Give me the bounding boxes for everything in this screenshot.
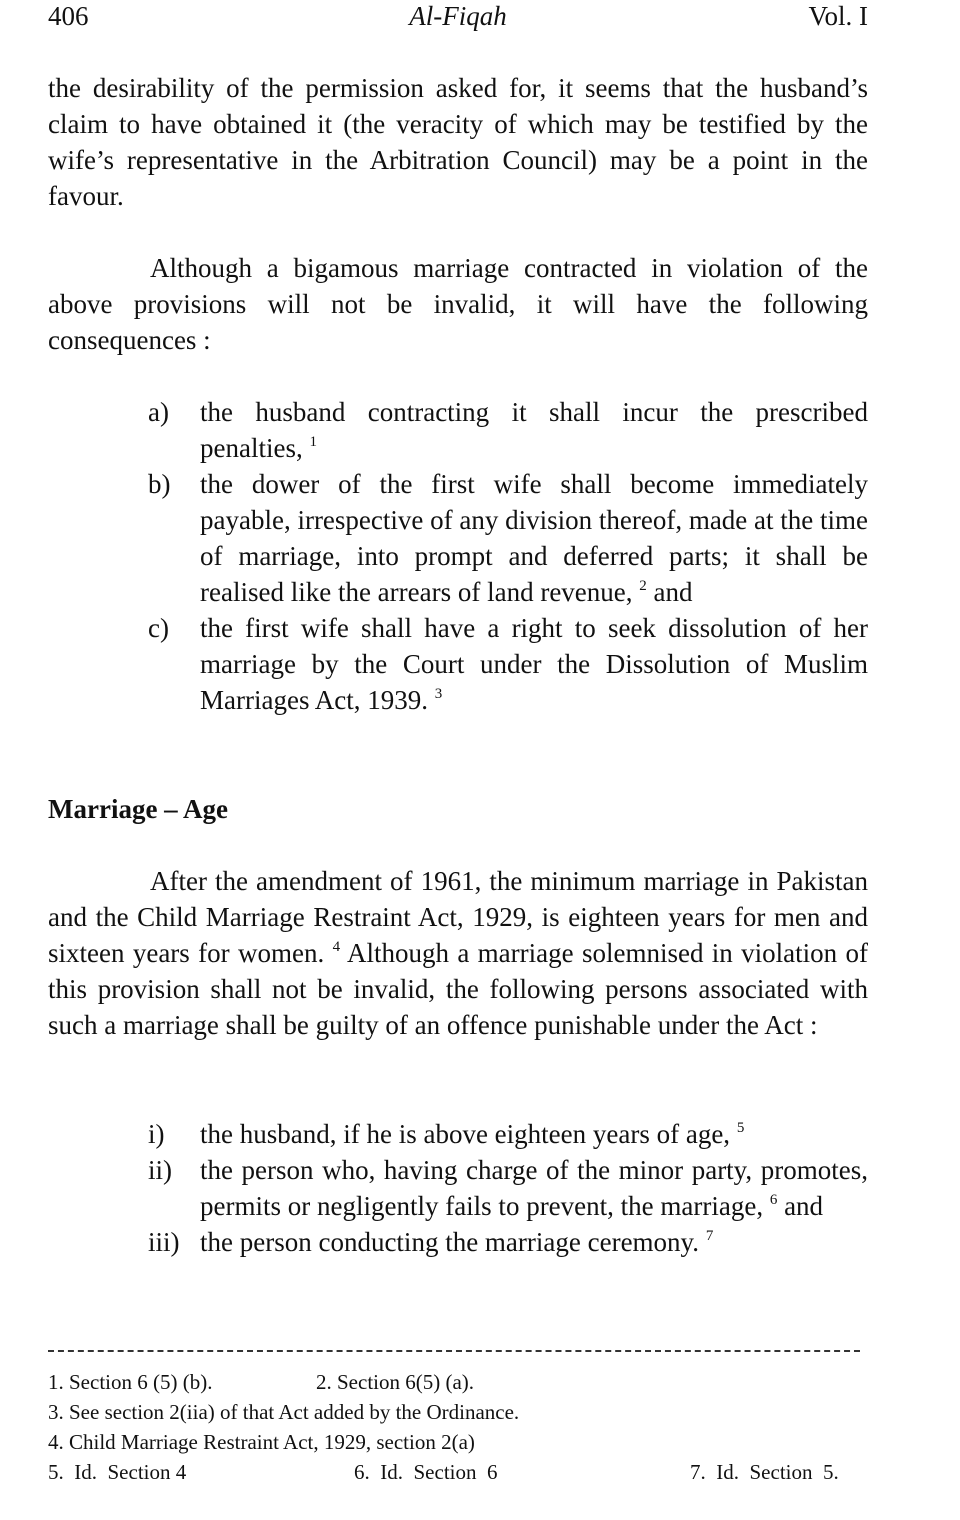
list-item-tail: and bbox=[777, 1191, 824, 1221]
paragraph-bigamous-marriage: Although a bigamous marriage contracted in violation of the above provisions will not be invalid, it will have the following consequences : bbox=[48, 253, 868, 355]
list-marker: ii) bbox=[148, 1155, 172, 1185]
footnote-1: 1. Section 6 (5) (b). bbox=[48, 1370, 213, 1394]
offenders-list bbox=[148, 1116, 868, 1260]
list-item bbox=[148, 1116, 868, 1152]
paragraph-permission: the desirability of the permission asked for, it seems that the husband’s claim to have obtained it (the veracity of which may be testified by the wife’s representative in the Arbitration Council) may be a point in the favour. bbox=[48, 73, 868, 211]
list-item-text: the first wife shall have a right to seek dissolution of her marriage by the Court under the Dissolution of Muslim Marriages Act, 1939. bbox=[200, 613, 868, 715]
list-item-text: the husband contracting it shall incur the prescribed penalties, bbox=[200, 397, 868, 463]
running-title: Al-Fiqah bbox=[409, 1, 507, 31]
running-head bbox=[48, 0, 868, 38]
list-marker: iii) bbox=[148, 1227, 180, 1257]
footnote-4: 4. Child Marriage Restraint Act, 1929, section 2(a) bbox=[48, 1430, 475, 1454]
consequences-list bbox=[148, 394, 868, 718]
list-item-text: the dower of the first wife shall become immediately payable, irrespective of any division thereof, made at the time of marriage, into prompt and deferred parts; it shall be realised like the arrears of land revenue, bbox=[200, 469, 868, 607]
footnote-3: 3. See section 2(iia) of that Act added by the Ordinance. bbox=[48, 1400, 520, 1424]
list-item-text: the husband, if he is above eighteen years of age, bbox=[200, 1119, 731, 1149]
list-marker: i) bbox=[148, 1119, 165, 1149]
section-heading: Marriage – Age bbox=[48, 794, 228, 824]
list-item bbox=[148, 1152, 868, 1224]
footnote-ref: 6 bbox=[769, 1192, 778, 1208]
list-item bbox=[148, 1224, 868, 1260]
footnote-ref: 4 bbox=[332, 939, 341, 955]
footnote-divider bbox=[48, 1350, 860, 1352]
list-item-text: the person who, having charge of the minor party, promotes, permits or negligently fails to prevent, the marriage, bbox=[200, 1155, 868, 1221]
paragraph-text: After the amendment of 1961, the minimum marriage in Pakistan and the Child Marriage Restraint Act, 1929, is eighteen years for men and sixteen years for women. bbox=[48, 866, 868, 968]
list-item-text: the person conducting the marriage ceremony. bbox=[200, 1227, 700, 1257]
footnote-2: 2. Section 6(5) (a). bbox=[316, 1370, 475, 1394]
volume-label: Vol. I bbox=[808, 1, 868, 31]
footnote-7: 7. Id. Section 5. bbox=[690, 1460, 839, 1484]
list-marker: b) bbox=[148, 469, 171, 499]
page-number: 406 bbox=[48, 1, 89, 31]
list-item bbox=[148, 394, 868, 466]
footnote-ref: 5 bbox=[736, 1120, 745, 1136]
footnote-6: 6. Id. Section 6 bbox=[354, 1460, 498, 1484]
list-item bbox=[148, 610, 868, 718]
list-marker: a) bbox=[148, 397, 169, 427]
footnote-5: 5. Id. Section 4 bbox=[48, 1460, 187, 1484]
footnote-ref: 7 bbox=[705, 1228, 714, 1244]
footnote-ref: 1 bbox=[309, 434, 317, 450]
footnote-ref: 3 bbox=[434, 686, 443, 702]
list-item bbox=[148, 466, 868, 610]
paragraph-text-continued: Although a marriage solemnised in violation of this provision shall not be invalid, the following persons associated with such a marriage shall be guilty of an offence punishable under the Act : bbox=[48, 938, 868, 1040]
footnote-ref: 2 bbox=[639, 578, 647, 594]
paragraph-marriage-age bbox=[48, 863, 868, 1043]
list-marker: c) bbox=[148, 613, 169, 643]
list-item-tail: and bbox=[646, 577, 693, 607]
